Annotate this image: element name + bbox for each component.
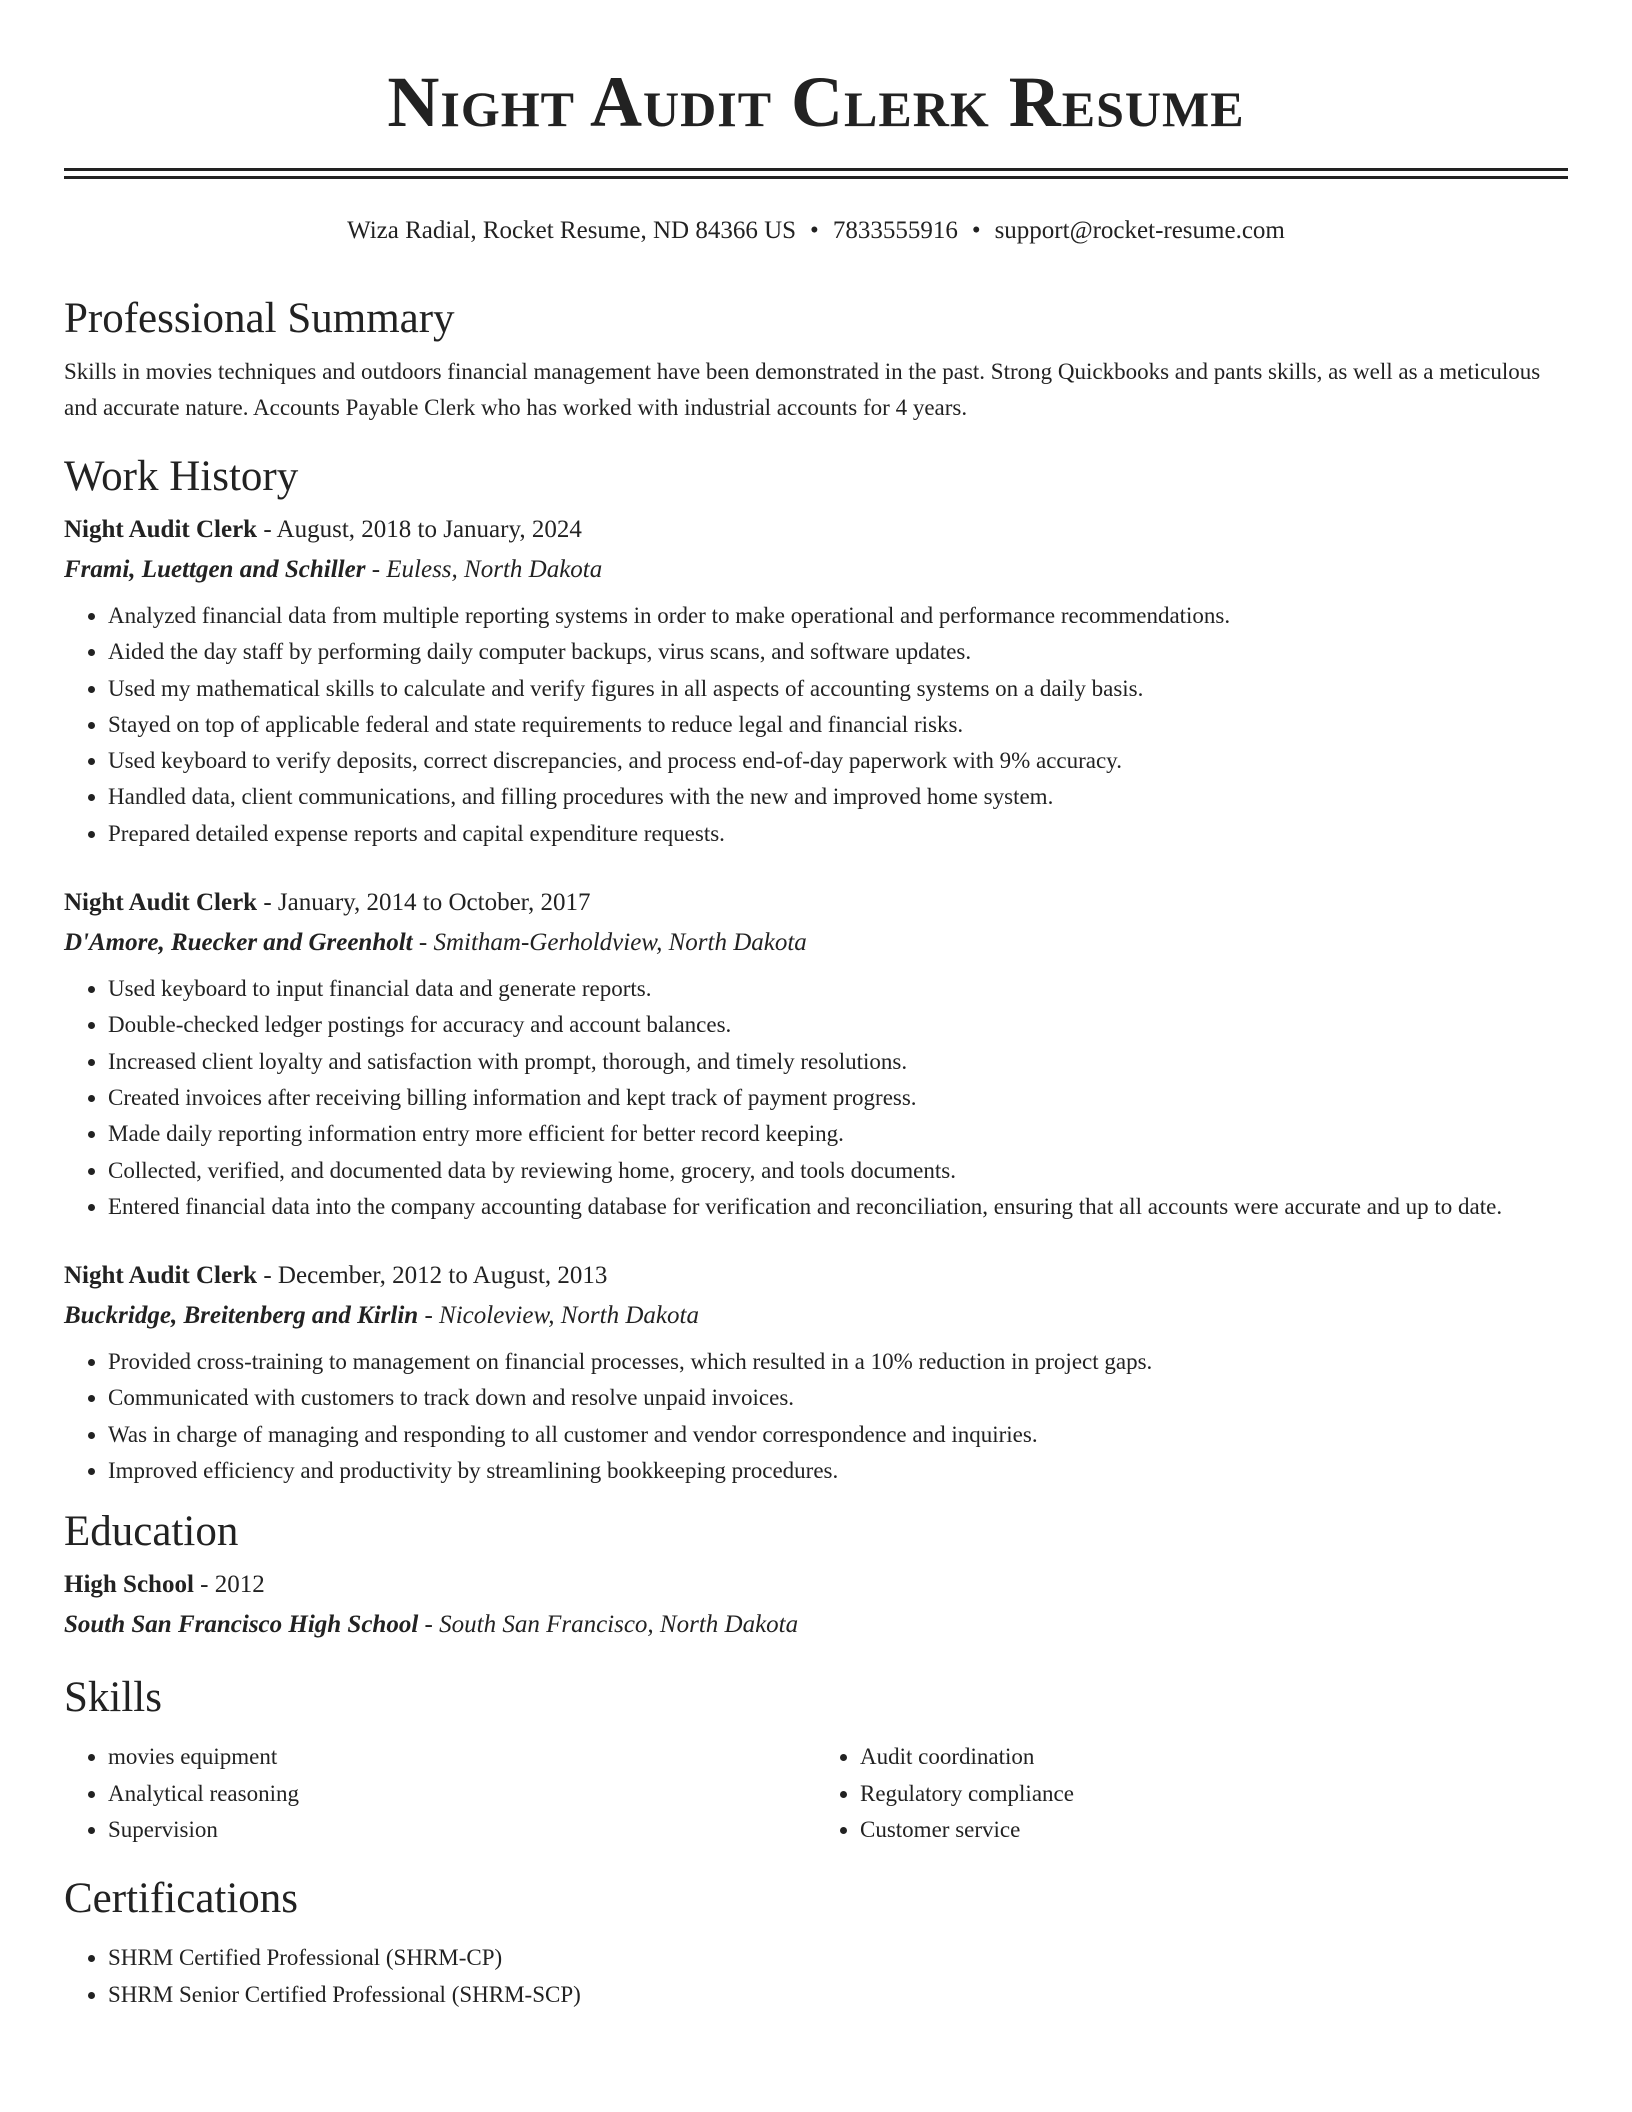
job-bullet: • Improved efficiency and productivity by streamlining bookkeeping procedures. xyxy=(108,1453,1568,1489)
job-bullets xyxy=(64,1344,1568,1489)
job-entry xyxy=(64,510,1568,852)
company-name: Buckridge, Breitenberg and Kirlin xyxy=(64,1302,419,1330)
job-bullets xyxy=(64,598,1568,852)
job-bullet: • Used keyboard to input financial data and generate reports. xyxy=(108,971,1568,1007)
contact-separator: • xyxy=(810,217,819,244)
job-bullet: • Was in charge of managing and responding to all customer and vendor correspondence and inquiries. xyxy=(108,1417,1568,1453)
company-location: - Euless, North Dakota xyxy=(365,556,603,583)
job-bullet: • Entered financial data into the company accounting database for verification and reconciliation, ensuring that all accounts were accurate and up to date. xyxy=(108,1189,1568,1225)
skill-item: • Customer service xyxy=(860,1812,1568,1848)
school-line xyxy=(64,1605,1568,1645)
education-entry xyxy=(64,1565,1568,1645)
resume-page xyxy=(64,0,1568,2007)
job-entry xyxy=(64,883,1568,1225)
skill-item: • Supervision xyxy=(108,1812,816,1848)
job-bullet: • Made daily reporting information entry more efficient for better record keeping. xyxy=(108,1116,1568,1152)
job-bullet: • Used my mathematical skills to calculate and verify figures in all aspects of accounting systems on a daily basis. xyxy=(108,671,1568,707)
company-name: D'Amore, Ruecker and Greenholt xyxy=(64,929,413,957)
section-heading-skills: Skills xyxy=(64,1674,162,1722)
job-bullet: • Double-checked ledger postings for accuracy and account balances. xyxy=(108,1007,1568,1043)
skills-column-left xyxy=(64,1739,816,1848)
job-bullet: • Handled data, client communications, and filling procedures with the new and improved home system. xyxy=(108,779,1568,815)
section-heading-summary: Professional Summary xyxy=(64,295,455,342)
job-bullet: • Stayed on top of applicable federal and state requirements to reduce legal and financial risks. xyxy=(108,707,1568,743)
title-divider-thick xyxy=(64,168,1568,171)
page-title: Night Audit Clerk Resume xyxy=(387,62,1245,142)
job-bullet: • Communicated with customers to track down and resolve unpaid invoices. xyxy=(108,1380,1568,1416)
certification-item: • SHRM Senior Certified Professional (SHRM-SCP) xyxy=(108,1977,1568,2013)
resume-content xyxy=(64,286,1568,2013)
company-location: - Nicoleview, North Dakota xyxy=(418,1302,699,1330)
job-bullets xyxy=(64,971,1568,1225)
contact-email: support@rocket-resume.com xyxy=(994,217,1285,244)
summary-text: Skills in movies techniques and outdoors financial management have been demonstrated in the past. Strong Quickbooks and pants skills, as well as a meticulous and accurate nature. Accounts Payable Clerk who has worked with industrial accounts for 4 years. xyxy=(64,359,1541,420)
certification-item: • SHRM Certified Professional (SHRM-CP) xyxy=(108,1940,1568,1976)
company-name: Frami, Luettgen and Schiller xyxy=(64,556,366,583)
job-title-line xyxy=(64,1256,1568,1296)
skills-grid xyxy=(64,1739,1568,1848)
job-title: Night Audit Clerk xyxy=(64,516,258,543)
job-bullet: • Provided cross-training to management on financial processes, which resulted in a 10% reduction in project gaps. xyxy=(108,1344,1568,1380)
job-dates: - August, 2018 to January, 2024 xyxy=(257,516,582,543)
section-heading-education: Education xyxy=(64,1508,239,1556)
company-line xyxy=(64,550,1568,590)
title-divider-thin xyxy=(64,176,1568,179)
job-bullet: • Used keyboard to verify deposits, correct discrepancies, and process end-of-day paperwork with 9% accuracy. xyxy=(108,743,1568,779)
certifications-list xyxy=(64,1940,1568,2013)
company-line xyxy=(64,923,1568,963)
school-location: - South San Francisco, North Dakota xyxy=(418,1611,799,1639)
skill-item: • Audit coordination xyxy=(860,1739,1568,1775)
skills-column-right xyxy=(816,1739,1568,1848)
degree-line xyxy=(64,1565,1568,1605)
job-title-line xyxy=(64,883,1568,923)
job-bullet: • Aided the day staff by performing daily computer backups, virus scans, and software updates. xyxy=(108,634,1568,670)
contact-line xyxy=(64,212,1568,250)
job-bullet: • Analyzed financial data from multiple reporting systems in order to make operational and performance recommendations. xyxy=(108,598,1568,634)
job-title: Night Audit Clerk xyxy=(64,1262,258,1290)
school-name: South San Francisco High School xyxy=(64,1611,419,1639)
company-location: - Smitham-Gerholdview, North Dakota xyxy=(412,929,807,957)
section-heading-certifications: Certifications xyxy=(64,1875,299,1923)
graduation-year: - 2012 xyxy=(193,1571,265,1599)
contact-phone: 7833555916 xyxy=(832,217,958,244)
company-line xyxy=(64,1296,1568,1336)
job-dates: - December, 2012 to August, 2013 xyxy=(257,1262,608,1290)
contact-separator: • xyxy=(971,217,981,244)
skill-item: • movies equipment xyxy=(108,1739,816,1775)
job-bullet: • Created invoices after receiving billing information and kept track of payment progress. xyxy=(108,1080,1568,1116)
degree: High School xyxy=(64,1571,194,1599)
skill-item: • Analytical reasoning xyxy=(108,1776,816,1812)
job-bullet: • Prepared detailed expense reports and capital expenditure requests. xyxy=(108,816,1568,852)
skill-item: • Regulatory compliance xyxy=(860,1776,1568,1812)
skills-block xyxy=(64,1739,1568,1848)
job-title: Night Audit Clerk xyxy=(64,889,258,917)
job-entry xyxy=(64,1256,1568,1489)
job-bullet: • Collected, verified, and documented data by reviewing home, grocery, and tools documents. xyxy=(108,1153,1568,1189)
section-heading-work: Work History xyxy=(64,453,299,500)
job-dates: - January, 2014 to October, 2017 xyxy=(257,889,591,917)
contact-address: Wiza Radial, Rocket Resume, ND 84366 US xyxy=(347,217,797,244)
job-title-line xyxy=(64,510,1568,550)
job-bullet: • Increased client loyalty and satisfaction with prompt, thorough, and timely resolutions. xyxy=(108,1044,1568,1080)
